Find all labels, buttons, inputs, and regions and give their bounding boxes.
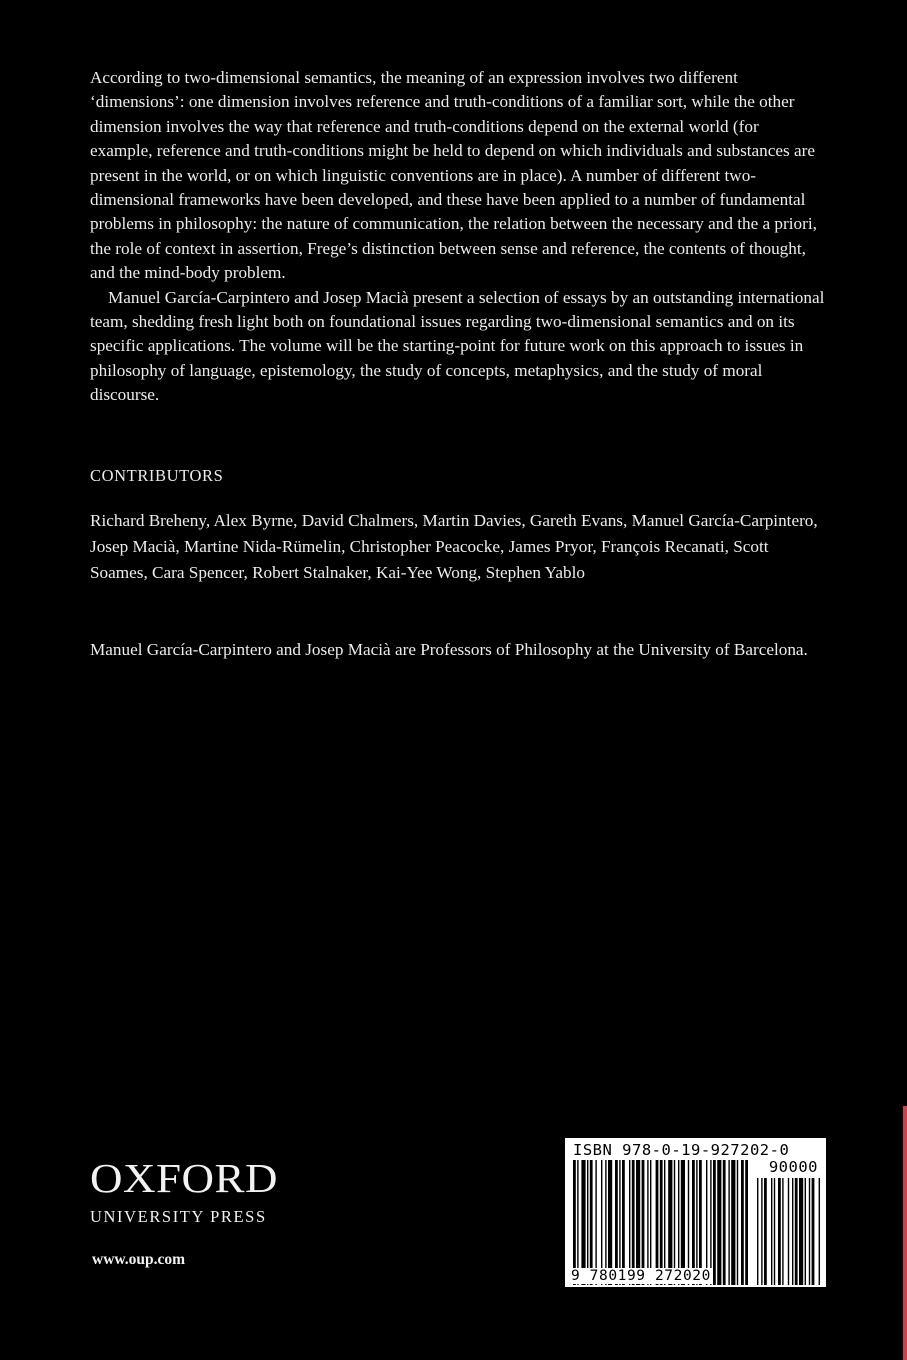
barcode-addon-bar bbox=[761, 1178, 762, 1285]
blurb-paragraph-1: According to two-dimensional semantics, the meaning of an expression involves two different ‘dimensions’: one dimension involves reference and truth-conditions of a familiar sort, while the other dimension involves the way that reference and truth-conditions depend on the external world (for example, reference and truth-conditions might be held to depend on which individuals and substances are present in the world, or on which linguistic conventions are in place). A number of different two-dimensional frameworks have been developed, and these have been applied to a number of fundamental problems in philosophy: the nature of communication, the relation between the necessary and the a priori, the role of context in assertion, Frege’s distinction between sense and reference, the contents of thought, and the mind-body problem. bbox=[90, 68, 817, 283]
barcode-bar bbox=[632, 1160, 635, 1285]
contributors-list: Richard Breheny, Alex Byrne, David Chalmers, Martin Davies, Gareth Evans, Manuel García-Carpintero, Josep Macià, Martine Nida-Rümelin, Christopher Peacocke, James Pryor, François Recanati, Scott Soames, Cara Spencer, Robert Stalnaker, Kai-Yee Wong, Stephen Yablo bbox=[90, 510, 818, 583]
barcode-addon-bar bbox=[778, 1178, 781, 1285]
barcode-bar bbox=[741, 1160, 744, 1285]
barcode-addon-bar bbox=[788, 1178, 789, 1285]
oxford-logo bbox=[90, 1155, 350, 1227]
barcode-bar bbox=[656, 1160, 659, 1285]
barcode-bar bbox=[664, 1160, 665, 1285]
barcode-bar bbox=[681, 1160, 685, 1285]
barcode-addon-bar bbox=[771, 1178, 772, 1285]
barcode-bar bbox=[728, 1160, 729, 1285]
barcode-addon-bar bbox=[809, 1178, 810, 1285]
barcode-addon-bar bbox=[757, 1178, 758, 1285]
barcode-bar bbox=[615, 1160, 618, 1285]
barcode-bar bbox=[688, 1160, 689, 1285]
barcode-bar bbox=[605, 1160, 606, 1285]
barcode-bar bbox=[587, 1160, 588, 1285]
barcode-bar bbox=[577, 1160, 578, 1285]
barcode-bar bbox=[713, 1160, 716, 1285]
barcode-bar bbox=[696, 1160, 697, 1285]
barcode-addon-bar bbox=[764, 1178, 767, 1285]
isbn-text: ISBN 978-0-19-927202-0 bbox=[573, 1141, 790, 1159]
blurb bbox=[90, 66, 825, 408]
editors-bio: Manuel García-Carpintero and Josep Macià are Professors of Philosophy at the University of Barcelona. bbox=[90, 640, 808, 660]
barcode-bar bbox=[737, 1160, 738, 1285]
blurb-paragraph-2: Manuel García-Carpintero and Josep Macià present a selection of essays by an outstanding international team, shedding fresh light both on foundational issues regarding two-dimensional semantics and on its specific applications. The volume will be the starting-point for future work on this approach to issues in philosophy of language, epistemology, the study of concepts, metaphysics, and the study of moral discourse. bbox=[90, 287, 825, 405]
barcode-bar bbox=[706, 1160, 707, 1285]
barcode-bar bbox=[595, 1160, 596, 1285]
barcode-addon-bar bbox=[812, 1178, 815, 1285]
barcode-bar bbox=[608, 1160, 612, 1285]
barcode-bar bbox=[745, 1160, 748, 1285]
barcode-bar bbox=[699, 1160, 702, 1285]
publisher-website[interactable]: www.oup.com bbox=[92, 1251, 186, 1268]
barcode-addon-bar bbox=[805, 1178, 806, 1285]
barcode-bar bbox=[731, 1160, 735, 1285]
barcode-addon-bar bbox=[774, 1178, 775, 1285]
barcode-bar bbox=[619, 1160, 620, 1285]
isbn-barcode bbox=[565, 1138, 826, 1287]
barcode-bar bbox=[647, 1160, 648, 1285]
barcode-bar bbox=[668, 1160, 672, 1285]
barcode-addon-bar bbox=[782, 1178, 783, 1285]
publisher-subtitle: UNIVERSITY PRESS bbox=[90, 1207, 267, 1226]
back-cover-content bbox=[90, 66, 825, 663]
barcode-bar bbox=[581, 1160, 585, 1285]
barcode-addon-bar bbox=[799, 1178, 803, 1285]
barcode-addon-bar bbox=[819, 1178, 820, 1285]
barcode-bar bbox=[717, 1160, 721, 1285]
barcode-bar bbox=[660, 1160, 663, 1285]
barcode-bar bbox=[636, 1160, 640, 1285]
barcode-bar bbox=[590, 1160, 593, 1285]
barcode-bar bbox=[573, 1160, 576, 1285]
barcode-bar bbox=[601, 1160, 602, 1285]
barcode-bar bbox=[678, 1160, 679, 1285]
edge-color-strip bbox=[903, 1106, 907, 1360]
barcode-digits: 9 780199 272020 bbox=[571, 1268, 711, 1284]
barcode-addon-bar bbox=[792, 1178, 793, 1285]
barcode-bar bbox=[650, 1160, 651, 1285]
barcode-bar bbox=[629, 1160, 630, 1285]
publisher-name: OXFORD bbox=[90, 1155, 279, 1202]
price-code: 90000 bbox=[768, 1158, 818, 1176]
barcode-bar bbox=[692, 1160, 695, 1285]
barcode-bar bbox=[674, 1160, 675, 1285]
contributors-heading: CONTRIBUTORS bbox=[90, 465, 224, 485]
barcode-bar bbox=[723, 1160, 726, 1285]
barcode-bar bbox=[622, 1160, 625, 1285]
barcode-addon-bar bbox=[795, 1178, 798, 1285]
barcode-bar bbox=[642, 1160, 645, 1285]
barcode-bar bbox=[710, 1160, 711, 1285]
